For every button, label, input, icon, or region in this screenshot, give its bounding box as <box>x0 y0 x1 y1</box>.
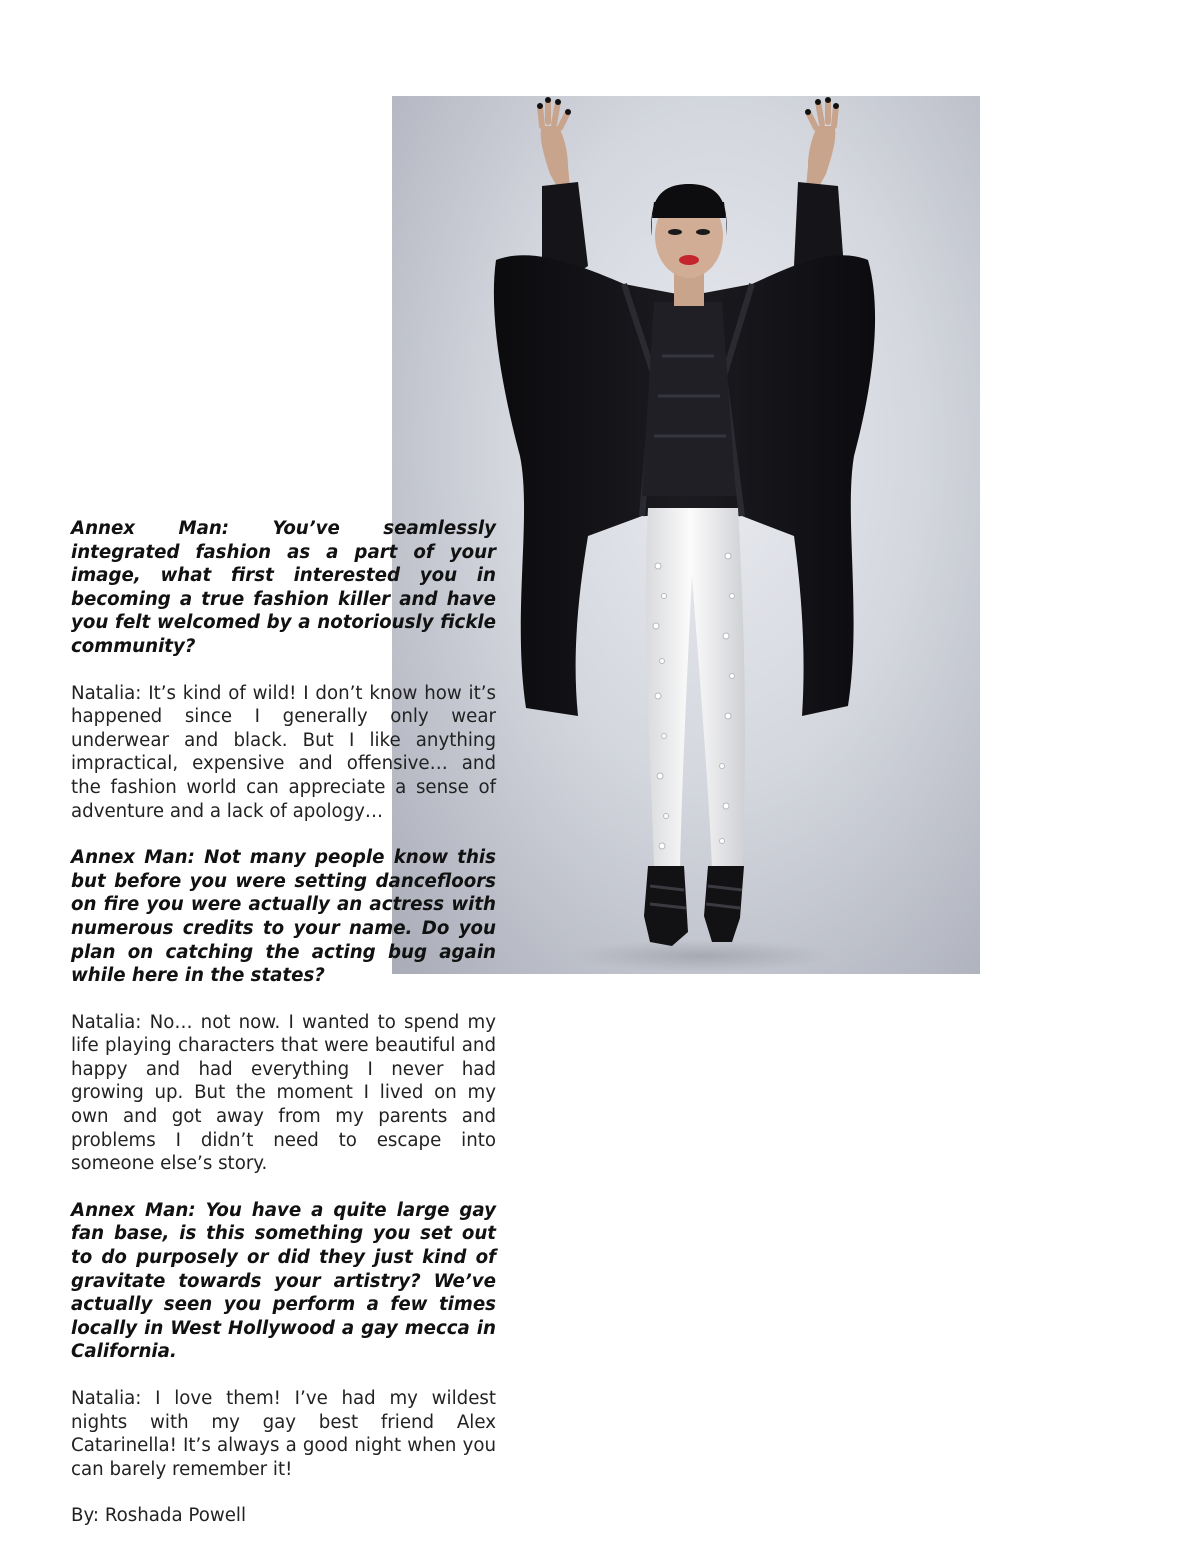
bangs <box>652 202 726 218</box>
floor-shadow <box>572 940 832 972</box>
interview-text <box>71 517 496 1528</box>
raised-arms <box>540 100 836 192</box>
sheer-top <box>642 302 736 496</box>
nails <box>537 97 839 115</box>
interview-question-1: Annex Man: You’ve seamlessly integrated fashion as a part of your image, what first interested you in becoming a true fashion killer and have you felt welcomed by a notoriously fickle community? <box>71 518 496 657</box>
interview-question-2: Annex Man: Not many people know this but before you were setting dancefloors on fire you were actually an actress with numerous credits to your name. Do you plan on catching the acting bug again while here in the states? <box>71 847 496 987</box>
author-byline: By: Roshada Powell <box>71 1505 247 1527</box>
left-eye <box>668 229 682 235</box>
interview-answer-1: Natalia: It’s kind of wild! I don’t know how it’s happened since I generally only wear underwear and black. But I like anything impractical, expensive and offensive… and the fashion world can appreciate a sense of adventure and a lack of apology… <box>71 682 496 822</box>
right-eye <box>696 229 710 235</box>
lips <box>679 255 699 265</box>
trousers <box>646 508 745 868</box>
interview-question-3: Annex Man: You have a quite large gay fan base, is this something you set out to do purposely or did they just kind of gravitate towards your artistry? We’ve actually seen you perform a few times locally in West Hollywood a gay mecca in California. <box>71 1199 496 1363</box>
interview-answer-3: Natalia: I love them! I’ve had my wildest nights with my gay best friend Alex Catarinella! It’s always a good night when you can barely remember it! <box>71 1388 496 1480</box>
interview-answer-2: Natalia: No… not now. I wanted to spend my life playing characters that were beautiful and happy and had everything I never had growing up. But the moment I lived on my own and got away from my parents and problems I didn’t need to escape into someone else’s story. <box>71 1011 496 1175</box>
